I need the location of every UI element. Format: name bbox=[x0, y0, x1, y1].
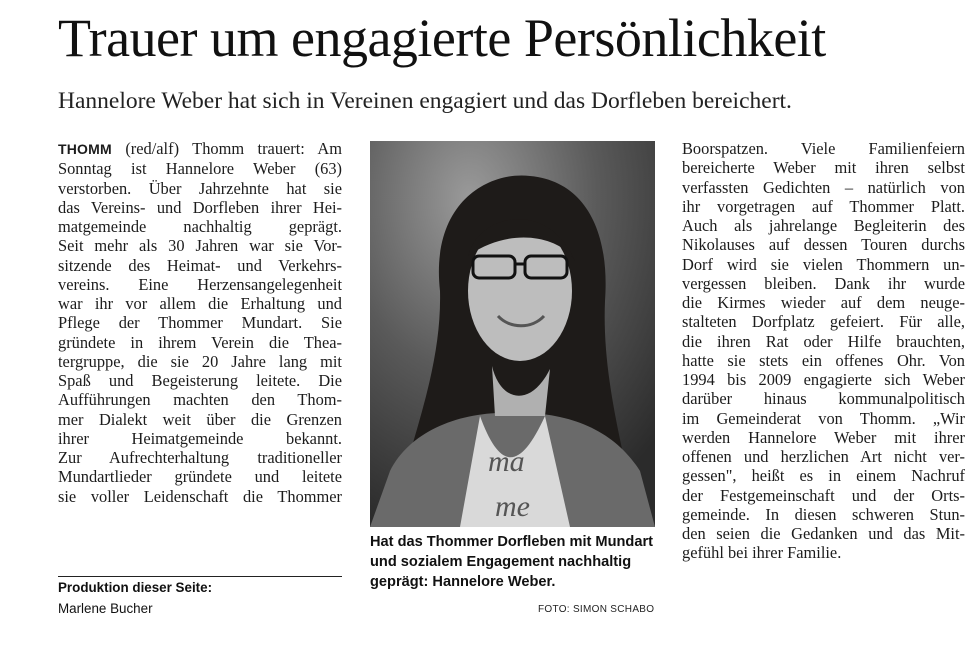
article-line: die Kirmes wieder auf dem neuge- bbox=[682, 293, 965, 312]
article-line: gessen", heißt es in einem Nachruf bbox=[682, 466, 965, 486]
article-line: Aufführungen machten den Thom- bbox=[58, 390, 342, 410]
article-line: der Festgemeinschaft und der Orts- bbox=[682, 485, 965, 505]
article-line: im Gemeinderat von Thomm. „Wir bbox=[682, 408, 965, 428]
article-line: hatte sie stets ein offenes Ohr. Von bbox=[682, 350, 965, 370]
dateline: THOMM bbox=[58, 141, 112, 157]
article-line: Auch als jahrelange Begleiterin des bbox=[682, 216, 965, 235]
article-line: verfassten Gedichten – natürlich von bbox=[682, 177, 965, 197]
article-line: Sonntag ist Hannelore Weber (63) bbox=[58, 159, 342, 179]
article-line: Spaß und Begeisterung leitete. Die bbox=[58, 371, 342, 390]
article-line: vergessen bleiben. Dank ihr wurde bbox=[682, 273, 965, 293]
article-line: THOMM (red/alf) Thomm trauert: Am bbox=[58, 139, 342, 158]
article-line: ihrer Heimatgemeinde bekannt. bbox=[58, 428, 342, 448]
article-line: gründete in ihrem Verein die Thea- bbox=[58, 332, 342, 352]
svg-text:me: me bbox=[495, 490, 530, 523]
article-line: Zur Aufrechterhaltung traditioneller bbox=[58, 448, 342, 467]
article-line: Nikolauses auf dessen Touren durchs bbox=[682, 235, 965, 255]
portrait-photo bbox=[370, 141, 655, 527]
article-line: verstorben. Über Jahrzehnte hat sie bbox=[58, 178, 342, 198]
article-line: das Vereins- und Dorfleben ihrer Hei- bbox=[58, 197, 342, 217]
article-line: mer Dialekt weit über die Grenzen bbox=[58, 409, 342, 429]
photo-caption: Hat das Thommer Dorfleben mit Mundart und sozialem Engagement nachhaltig geprägt: Hannelore Weber. bbox=[370, 534, 653, 590]
article-line: 1994 bis 2009 engagierte sich Weber bbox=[682, 370, 965, 389]
article-line: Pflege der Thommer Mundart. Sie bbox=[58, 313, 342, 333]
article-line: stalteten Dorfplatz gefeiert. Für alle, bbox=[682, 312, 965, 332]
portrait-image bbox=[370, 141, 655, 527]
article-line: darüber hinaus kommunalpolitisch bbox=[682, 389, 965, 409]
article-column-right bbox=[682, 139, 965, 563]
article-line: Boorspatzen. Viele Familienfeiern bbox=[682, 139, 965, 158]
article-line: Mundartlieder gründete und leitete bbox=[58, 467, 342, 487]
article-line: ihr vorgetragen auf Thommer Platt. bbox=[682, 196, 965, 216]
article-line: werden Hannelore Weber mit ihrer bbox=[682, 427, 965, 447]
production-label: Produktion dieser Seite: bbox=[58, 580, 213, 595]
headline: Trauer um engagierte Persönlichkeit bbox=[58, 8, 826, 68]
article-line: vereins. Eine Herzensangelegenheit bbox=[58, 274, 342, 294]
article-line: gemeinde. In diesen schweren Stun- bbox=[682, 504, 965, 524]
photo-credit: FOTO: SIMON SCHABO bbox=[538, 604, 655, 615]
article-line: die ihren Rat oder Hilfe brauchten, bbox=[682, 331, 965, 351]
article-line: bereicherte Weber mit ihren selbst bbox=[682, 158, 965, 178]
svg-text:ma: ma bbox=[488, 445, 525, 478]
article-line: offenen und herzlichen Art nicht ver- bbox=[682, 447, 965, 466]
production-name: Marlene Bucher bbox=[58, 601, 153, 616]
article-line: den seien die Gedanken und das Mit- bbox=[682, 524, 965, 543]
article-line: tergruppe, die sie 20 Jahre lang mit bbox=[58, 351, 342, 371]
subheadline: Hannelore Weber hat sich in Vereinen engagiert und das Dorfleben bereichert. bbox=[58, 88, 792, 114]
article-line: Dorf wird sie vielen Thommern un- bbox=[682, 254, 965, 274]
divider bbox=[58, 576, 342, 577]
article-column-left bbox=[58, 139, 342, 506]
article-line: sie voller Leidenschaft die Thommer bbox=[58, 486, 342, 506]
article-line: matgemeinde nachhaltig geprägt. bbox=[58, 217, 342, 236]
article-line: sitzende des Heimat- und Verkehrs- bbox=[58, 255, 342, 275]
article-line: gefühl bei ihrer Familie. bbox=[682, 543, 842, 563]
article-line: Seit mehr als 30 Jahren war sie Vor- bbox=[58, 236, 342, 256]
article-line: war ihr vor allem die Erhaltung und bbox=[58, 294, 342, 313]
